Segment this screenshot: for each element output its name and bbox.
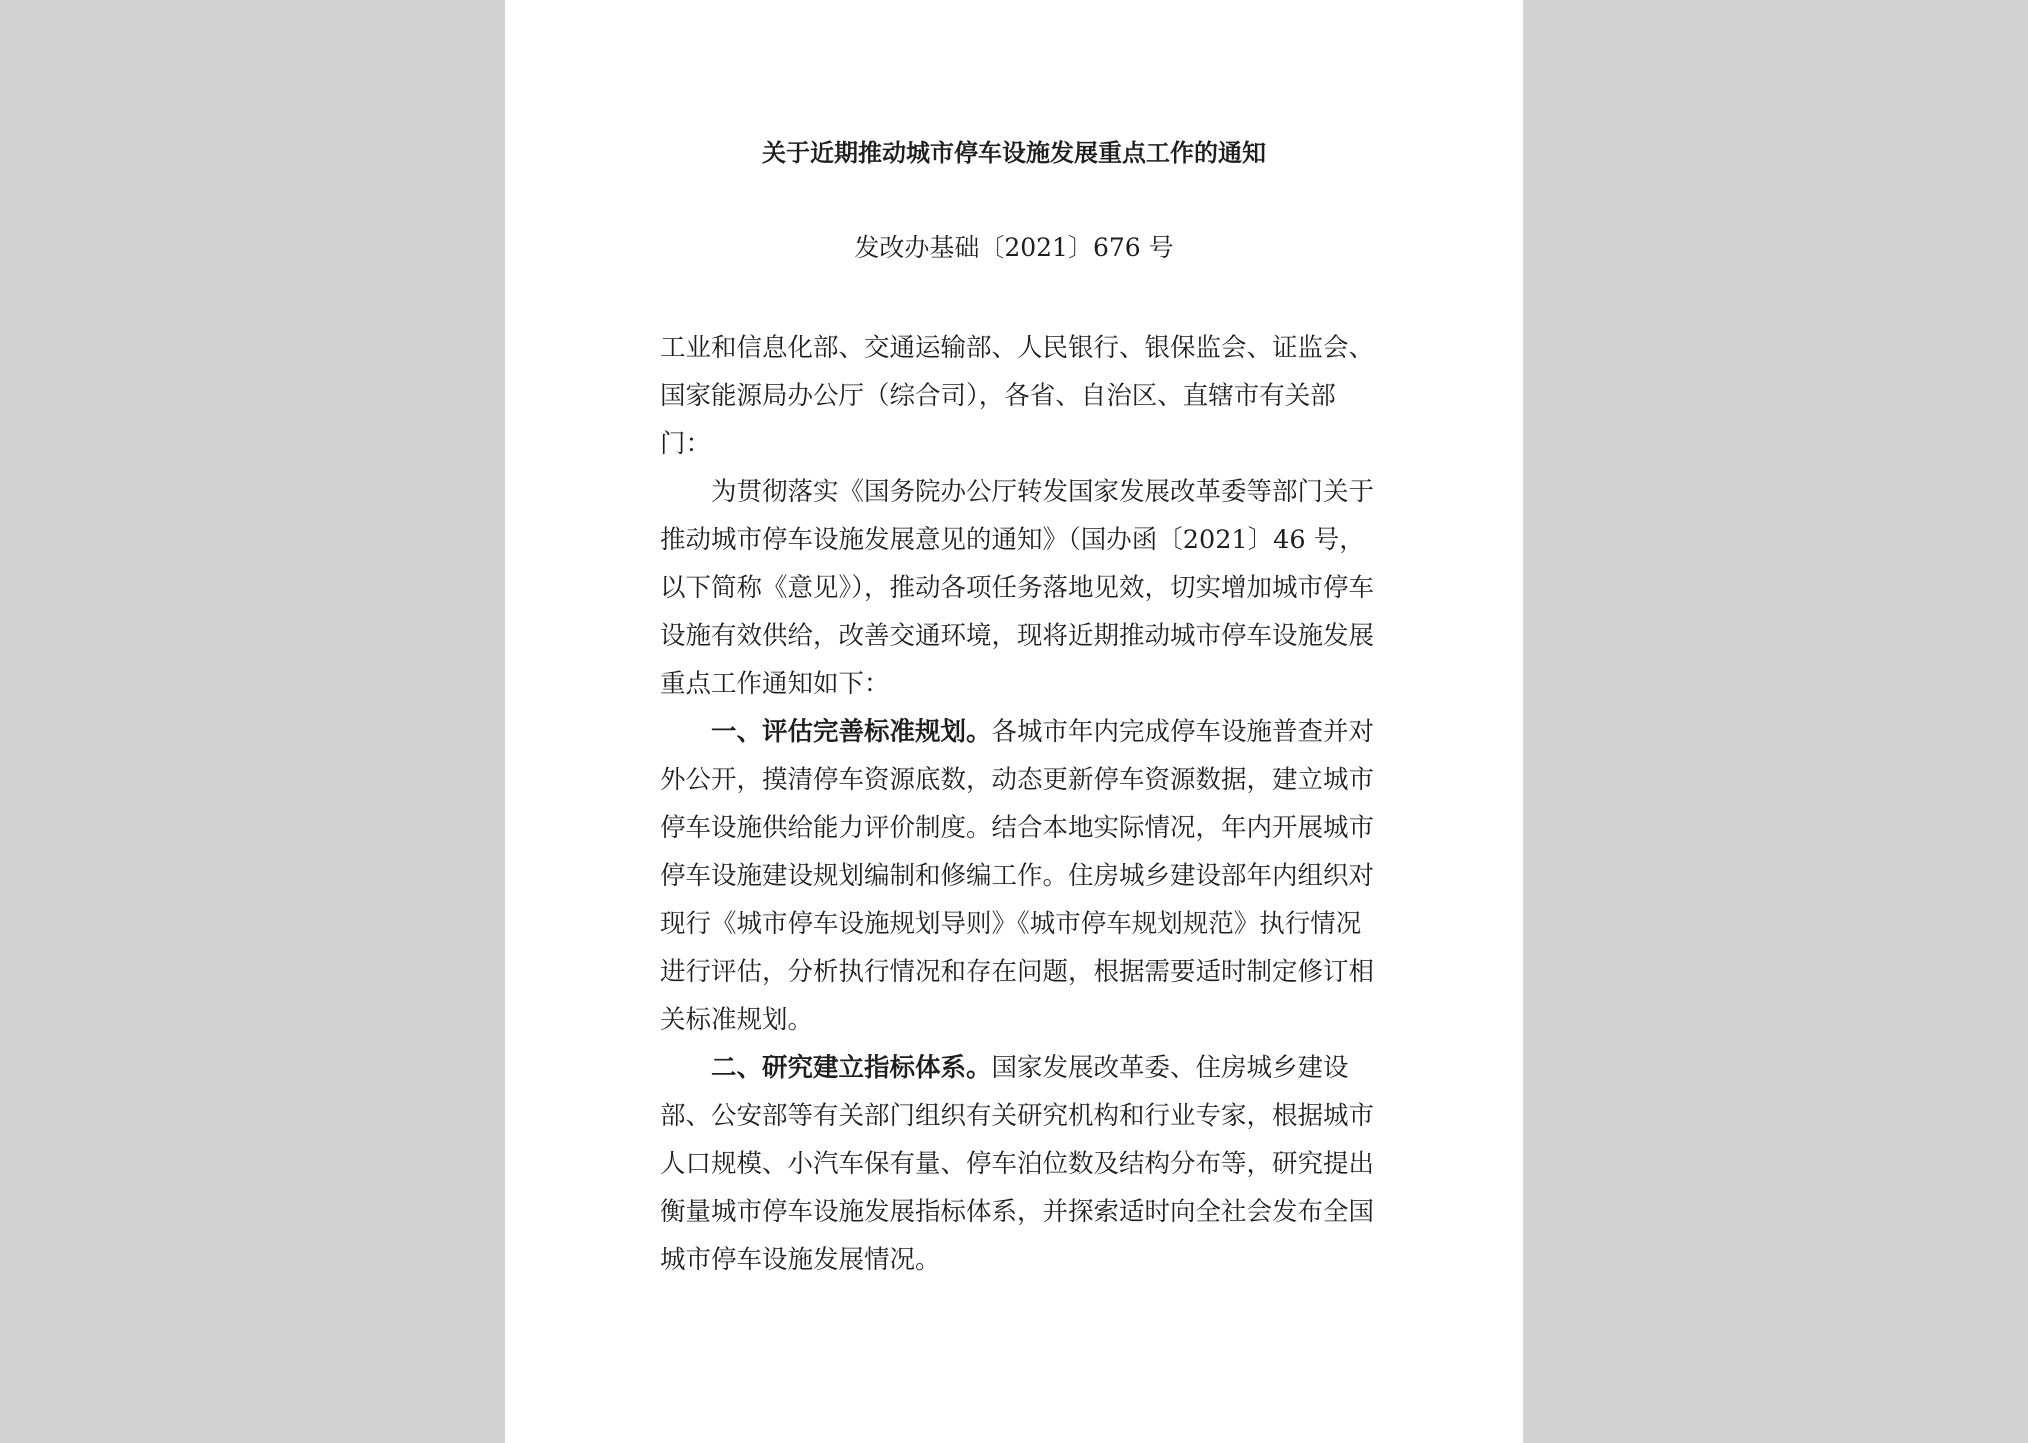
section-text-1: 各城市年内完成停车设施普查并对外公开，摸清停车资源底数，动态更新停车资源数据，建立城市停车设施供给能力评价制度。结合本地实际情况，年内开展城市停车设施建设规划编制和修编工作。住房城乡建设部年内组织对现行《城市停车设施规划导则》《城市停车规划规范》执行情况进行评估，分析执行情况和存在问题，根据需要适时制定修订相关标准规划。	[660, 717, 1375, 1035]
section-heading-2: 二、研究建立指标体系。	[711, 1053, 992, 1083]
intro-paragraph: 为贯彻落实《国务院办公厅转发国家发展改革委等部门关于推动城市停车设施发展意见的通知》（国办函〔2021〕46 号，以下简称《意见》），推动各项任务落地见效，切实增加城市停车设施有效供给，改善交通环境，现将近期推动城市停车设施发展重点工作通知如下：	[660, 477, 1375, 699]
section-text-2: 国家发展改革委、住房城乡建设部、公安部等有关部门组织有关研究机构和行业专家，根据城市人口规模、小汽车保有量、停车泊位数及结构分布等，研究提出衡量城市停车设施发展指标体系，并探索适时向全社会发布全国城市停车设施发展情况。	[660, 1053, 1375, 1275]
addressee: 工业和信息化部、交通运输部、人民银行、银保监会、证监会、国家能源局办公厅（综合司），各省、自治区、直辖市有关部门：	[660, 333, 1375, 459]
document-title: 关于近期推动城市停车设施发展重点工作的通知	[762, 138, 1266, 167]
section-paragraph-1	[660, 708, 1384, 1044]
section-paragraph-2	[660, 1044, 1384, 1284]
document-number: 发改办基础〔2021〕676 号	[854, 233, 1174, 262]
section-heading-1: 一、评估完善标准规划。	[711, 717, 992, 747]
document-body	[660, 324, 1384, 1284]
document-page	[505, 0, 1523, 1443]
